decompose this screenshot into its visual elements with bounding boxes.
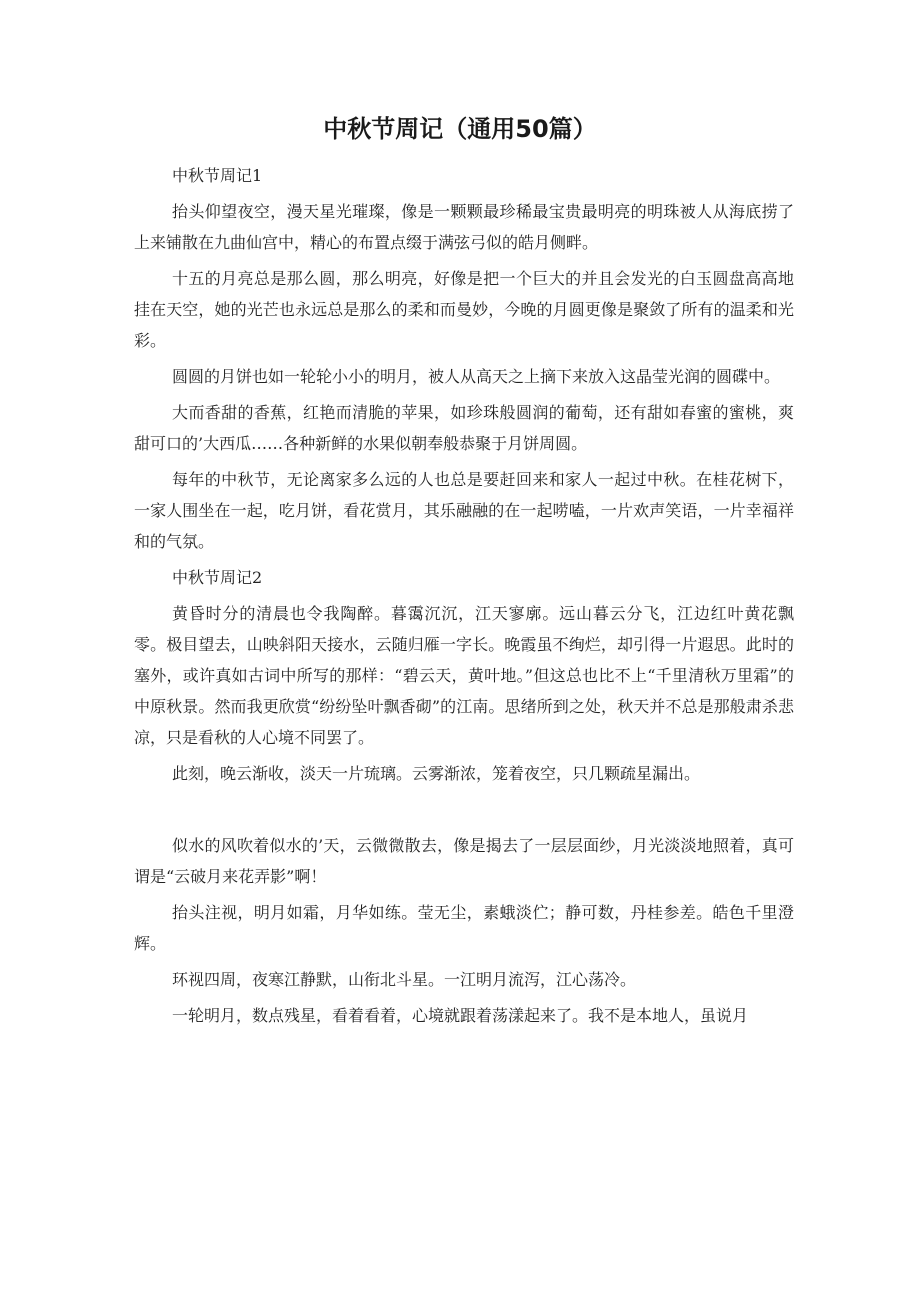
paragraph: 抬头仰望夜空，漫天星光璀璨，像是一颗颗最珍稀最宝贵最明亮的明珠被人从海底捞了上来铺散在九曲仙宫中，精心的布置点缀于满弦弓似的皓月侧畔。 xyxy=(134,202,794,252)
document-body xyxy=(134,160,794,1036)
paragraph: 一轮明月，数点残星，看着看着，心境就跟着荡漾起来了。我不是本地人，虽说月 xyxy=(172,1006,749,1025)
paragraph: 每年的中秋节，无论离家多么远的人也总是要赶回来和家人一起过中秋。在桂花树下，一家人围坐在一起，吃月饼，看花赏月，其乐融融的在一起唠嗑，一片欢声笑语，一片幸福祥和的气氛。 xyxy=(134,470,794,551)
paragraph: 十五的月亮总是那么圆，那么明亮，好像是把一个巨大的并且会发光的白玉圆盘高高地挂在天空，她的光芒也永远总是那么的柔和而曼妙，今晚的月圆更像是聚敛了所有的温柔和光彩。 xyxy=(134,269,794,350)
paragraph: 圆圆的月饼也如一轮轮小小的明月，被人从高天之上摘下来放入这晶莹光润的圆碟中。 xyxy=(172,367,781,386)
paragraph: 黄昏时分的清晨也令我陶醉。暮霭沉沉，江天寥廓。远山暮云分飞，江边红叶黄花飘零。极目望去，山映斜阳天接水，云随归雁一字长。晚霞虽不绚烂，却引得一片遐思。此时的塞外，或许真如古词中所写的那样：“碧云天，黄叶地。”但这总也比不上“千里清秋万里霜”的中原秋景。然而我更欣赏“纷纷坠叶飘香砌”的江南。思绪所到之处，秋天并不总是那般肃杀悲凉，只是看秋的人心境不同罢了。 xyxy=(134,604,794,747)
paragraph: 此刻，晚云渐收，淡天一片琉璃。云雾渐浓，笼着夜空，只几颗疏星漏出。 xyxy=(172,764,701,783)
section-heading-1: 中秋节周记1 xyxy=(172,166,263,185)
section-heading-2: 中秋节周记2 xyxy=(172,568,263,587)
paragraph: 大而香甜的香蕉，红艳而清脆的苹果，如珍珠般圆润的葡萄，还有甜如春蜜的蜜桃，爽甜可口的’大西瓜……各种新鲜的水果似朝奉般恭聚于月饼周圆。 xyxy=(134,403,794,453)
paragraph: 抬头注视，明月如霜，月华如练。莹无尘，素蛾淡伫；静可数，丹桂参差。皓色千里澄辉。 xyxy=(134,903,794,953)
document-title: 中秋节周记（通用50篇） xyxy=(323,115,597,143)
paragraph-spacer xyxy=(134,794,794,830)
paragraph: 似水的风吹着似水的’天，云微微散去，像是揭去了一层层面纱，月光淡淡地照着，真可谓是“云破月来花弄影”啊！ xyxy=(134,836,794,886)
paragraph: 环视四周，夜寒江静默，山衔北斗星。一江明月流泻，江心荡冷。 xyxy=(172,970,637,989)
